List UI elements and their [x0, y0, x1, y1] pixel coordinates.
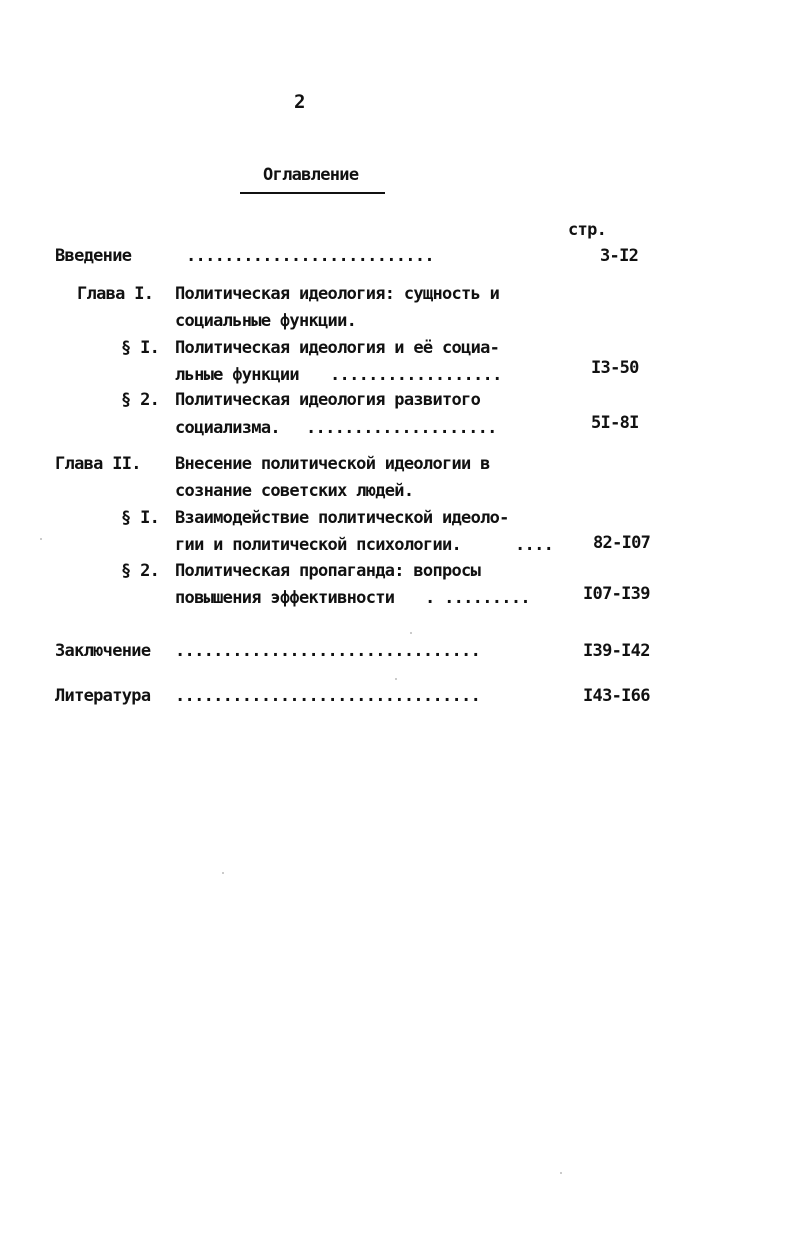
scan-speck	[410, 632, 412, 634]
toc-entry-title-line2: сознание советских людей.	[175, 481, 414, 501]
toc-entry-title-line2: гии и политической психологии.	[175, 535, 462, 555]
toc-leader-dots: ....	[515, 535, 554, 555]
pages-column-header: стр.	[568, 220, 607, 240]
title-underline	[240, 192, 385, 194]
toc-leader-dots: ................................	[175, 641, 481, 661]
toc-entry-title-line1: Политическая идеология: сущность и	[175, 284, 500, 304]
toc-entry-pages: I07-I39	[583, 584, 650, 604]
toc-entry-title-line1: Политическая идеология и её социа-	[175, 338, 500, 358]
page-title: Оглавление	[263, 165, 359, 185]
page-number: 2	[294, 91, 305, 113]
toc-entry-pages: I43-I66	[583, 686, 650, 706]
toc-entry-label: Введение	[55, 246, 132, 266]
toc-leader-dots: ................................	[175, 686, 481, 706]
scan-speck	[395, 678, 397, 680]
toc-chapter-label: Глава I.	[77, 284, 154, 304]
toc-entry-title-line2: социализма.	[175, 418, 280, 438]
toc-section-label: § 2.	[121, 561, 160, 581]
toc-entry-title-line1: Взаимодействие политической идеоло-	[175, 508, 509, 528]
toc-entry-title-line1: Политическая пропаганда: вопросы	[175, 561, 481, 581]
toc-entry-label: Заключение	[55, 641, 151, 661]
scan-speck	[560, 1172, 562, 1174]
toc-entry-title-line2: повышения эффективности	[175, 588, 395, 608]
toc-section-label: § I.	[121, 338, 160, 358]
toc-entry-pages: I39-I42	[583, 641, 650, 661]
toc-entry-title-line1: Внесение политической идеологии в	[175, 454, 490, 474]
toc-section-label: § I.	[121, 508, 160, 528]
toc-leader-dots: ..................	[330, 365, 502, 385]
toc-leader-dots: ....................	[306, 418, 497, 438]
toc-entry-title-line1: Политическая идеология развитого	[175, 390, 481, 410]
toc-leader-dots: . .........	[425, 588, 530, 608]
toc-section-label: § 2.	[121, 390, 160, 410]
toc-entry-title-line2: льные функции	[175, 365, 299, 385]
scan-speck	[222, 872, 224, 874]
toc-entry-pages: 82-I07	[593, 533, 651, 553]
toc-entry-title-line2: социальные функции.	[175, 311, 357, 331]
toc-entry-pages: 5I-8I	[591, 413, 639, 433]
toc-chapter-label: Глава II.	[55, 454, 141, 474]
toc-entry-label: Литература	[55, 686, 151, 706]
toc-entry-pages: I3-50	[591, 358, 639, 378]
toc-leader-dots: ..........................	[186, 246, 434, 266]
toc-entry-pages: 3-I2	[600, 246, 639, 266]
scan-speck	[40, 538, 42, 540]
